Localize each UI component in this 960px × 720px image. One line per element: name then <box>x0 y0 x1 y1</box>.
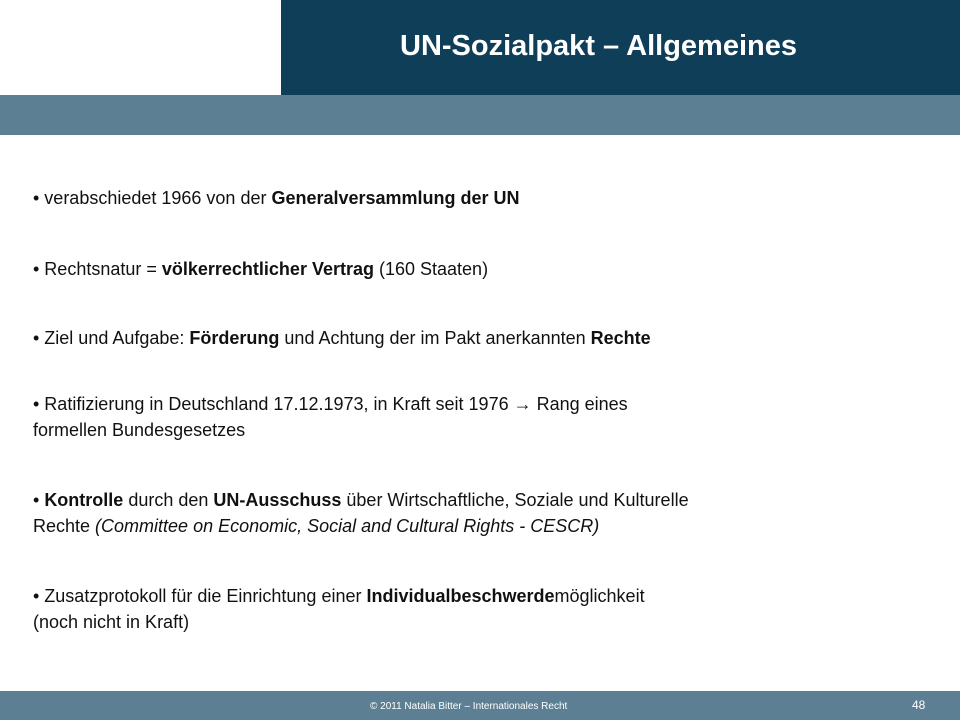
bullet-ratification: • Ratifizierung in Deutschland 17.12.1973, in Kraft seit 1976 → Rang eines formellen Bundesgesetzes <box>33 394 628 440</box>
slide-title: UN-Sozialpakt – Allgemeines <box>400 30 797 62</box>
bullet-legal-nature: • Rechtsnatur = völkerrechtlicher Vertrag (160 Staaten) <box>33 259 489 279</box>
bullet-optional-protocol: • Zusatzprotokoll für die Einrichtung einer Individualbeschwerdemöglichkeit (noch nicht in Kraft) <box>33 586 645 632</box>
footer-copyright: © 2011 Natalia Bitter – Internationales Recht <box>370 701 568 712</box>
bullet-goal: • Ziel und Aufgabe: Förderung und Achtung der im Pakt anerkannten Rechte <box>33 328 651 348</box>
page-number: 48 <box>912 698 926 712</box>
bullet-control: • Kontrolle durch den UN-Ausschuss über Wirtschaftliche, Soziale und Kulturelle Rechte (Committee on Economic, Social and Cultural Rights - CESCR) <box>33 490 689 536</box>
bullet-adoption: • verabschiedet 1966 von der Generalversammlung der UN <box>33 188 520 208</box>
accent-bar <box>0 95 960 135</box>
